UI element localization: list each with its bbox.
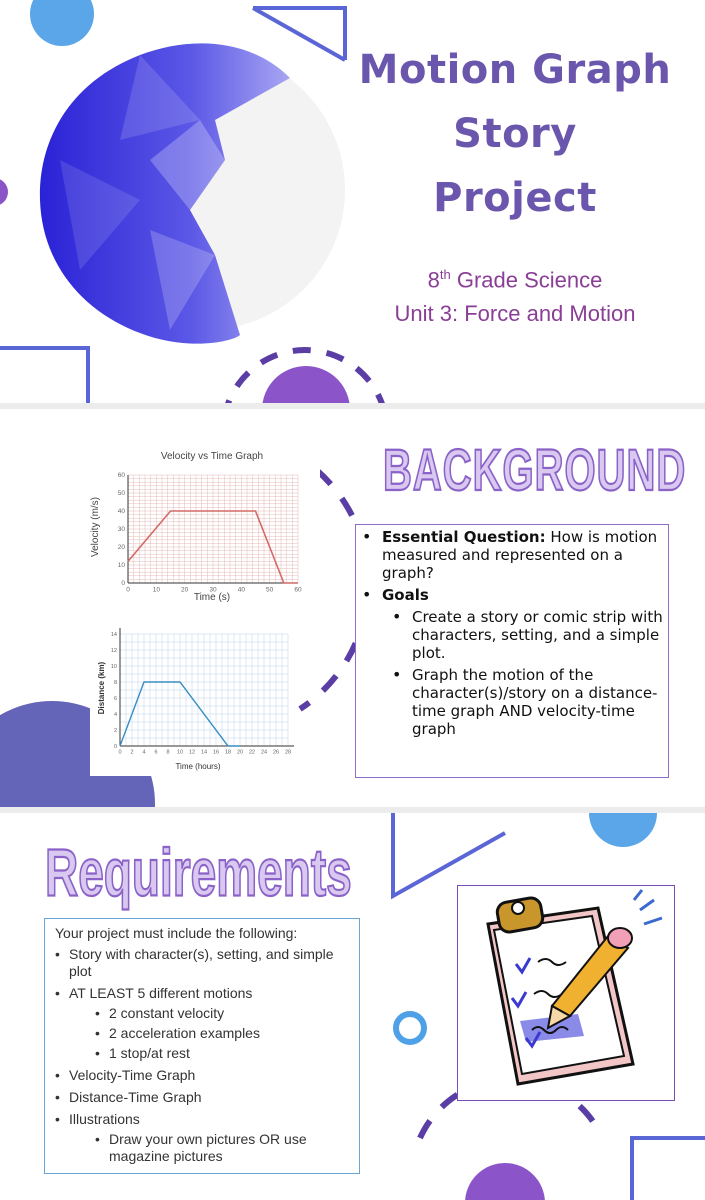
bottom-purple-circle xyxy=(262,366,350,403)
requirement-item: • Distance-Time Graph xyxy=(55,1089,349,1106)
y-tick-label: 60 xyxy=(117,472,125,480)
x-tick-label: 18 xyxy=(224,749,232,756)
grade-number: 8 xyxy=(427,267,440,293)
requirement-item xyxy=(55,985,349,1062)
background-content-box xyxy=(355,524,669,778)
y-tick-label: 0 xyxy=(121,580,125,588)
requirements-box xyxy=(44,918,360,1174)
x-tick-label: 10 xyxy=(152,586,160,594)
goals-label: Goals xyxy=(382,586,429,604)
x-tick-label: 30 xyxy=(209,586,217,594)
background-slide xyxy=(0,409,705,807)
requirements-intro: Your project must include the following: xyxy=(55,925,298,941)
goals-list xyxy=(386,608,668,738)
y-tick-label: 10 xyxy=(110,663,117,670)
requirements-list xyxy=(55,946,349,1165)
illustrations-list xyxy=(95,1131,349,1165)
bottom-purple-circle xyxy=(465,1163,545,1200)
x-tick-label: 26 xyxy=(272,749,280,756)
x-tick-label: 4 xyxy=(142,749,146,756)
y-axis-label: Distance (km) xyxy=(97,661,106,715)
bottom-right-square-outline xyxy=(632,1138,705,1200)
project-subtitle xyxy=(355,258,675,331)
x-tick-label: 22 xyxy=(248,749,256,756)
y-tick-label: 10 xyxy=(117,562,125,570)
x-tick-label: 40 xyxy=(237,586,245,594)
x-tick-label: 20 xyxy=(236,749,244,756)
goal-item: • Create a story or comic strip with characters, setting, and a simple plot. xyxy=(386,608,668,662)
y-tick-label: 4 xyxy=(113,711,117,718)
x-tick-label: 60 xyxy=(294,586,302,594)
x-tick-label: 28 xyxy=(284,749,292,756)
distance-time-chart xyxy=(90,616,298,776)
triangle-outline xyxy=(393,813,505,896)
goals-item xyxy=(356,586,668,738)
left-small-circle xyxy=(0,178,8,206)
x-tick-label: 24 xyxy=(260,749,268,756)
requirement-text: AT LEAST 5 different motions xyxy=(69,985,253,1001)
title-slide xyxy=(0,0,705,403)
x-axis-label: Time (s) xyxy=(193,592,231,603)
essential-question-text: How is motion measured and represented on a graph? xyxy=(382,528,658,582)
x-tick-label: 14 xyxy=(200,749,208,756)
grade-text: Grade Science xyxy=(450,267,603,293)
motion-item: • 1 stop/at rest xyxy=(95,1045,349,1062)
title-line-1: Motion Graph xyxy=(358,47,672,93)
y-tick-label: 6 xyxy=(113,695,117,702)
y-tick-label: 0 xyxy=(113,743,117,750)
title-line-3: Project xyxy=(433,175,597,221)
y-tick-label: 30 xyxy=(117,526,125,534)
velocity-time-chart xyxy=(84,443,320,609)
y-tick-label: 2 xyxy=(113,727,117,734)
background-heading: BACKGROUND xyxy=(383,439,687,503)
x-tick-label: 8 xyxy=(166,749,170,756)
y-axis-label: Velocity (m/s) xyxy=(90,496,101,558)
requirement-item xyxy=(55,1111,349,1165)
grade-line xyxy=(355,258,675,297)
requirement-item: • Velocity-Time Graph xyxy=(55,1067,349,1084)
top-triangle-edge xyxy=(253,8,345,60)
x-tick-label: 20 xyxy=(181,586,189,594)
motions-list xyxy=(95,1005,349,1062)
goal-item: • Graph the motion of the character(s)/story on a distance-time graph AND velocity-time graph xyxy=(386,666,668,738)
essential-question-item xyxy=(356,528,668,582)
y-tick-label: 20 xyxy=(117,544,125,552)
motion-item: • 2 acceleration examples xyxy=(95,1025,349,1042)
unit-line: Unit 3: Force and Motion xyxy=(394,301,636,327)
y-tick-label: 40 xyxy=(117,508,125,516)
clipboard-pencil-icon xyxy=(458,886,674,1100)
top-right-circle xyxy=(589,813,657,847)
requirements-heading: Requirements xyxy=(45,834,352,910)
motion-item: • 2 constant velocity xyxy=(95,1005,349,1022)
top-left-circle xyxy=(30,0,94,46)
x-tick-label: 12 xyxy=(188,749,196,756)
requirement-text: Illustrations xyxy=(69,1111,140,1127)
x-tick-label: 10 xyxy=(176,749,184,756)
project-title xyxy=(355,38,675,230)
bottom-left-square-outline xyxy=(0,348,88,403)
y-tick-label: 50 xyxy=(117,490,125,498)
x-axis-label: Time (hours) xyxy=(175,762,221,771)
grade-suffix: th xyxy=(439,267,451,282)
x-tick-label: 0 xyxy=(126,586,130,594)
requirement-item: • Story with character(s), setting, and simple plot xyxy=(55,946,349,980)
illustration-item: • Draw your own pictures OR use magazine pictures xyxy=(95,1131,349,1165)
clipboard-clipart-frame xyxy=(457,885,675,1101)
x-tick-label: 6 xyxy=(154,749,158,756)
y-tick-label: 14 xyxy=(110,631,117,638)
x-tick-label: 16 xyxy=(212,749,220,756)
essential-question-label: Essential Question: xyxy=(382,528,546,546)
x-tick-label: 0 xyxy=(118,749,122,756)
y-tick-label: 8 xyxy=(113,679,117,686)
requirements-slide xyxy=(0,813,705,1200)
x-tick-label: 50 xyxy=(266,586,274,594)
blue-ring xyxy=(396,1014,424,1042)
chart-title: Velocity vs Time Graph xyxy=(160,451,264,462)
y-tick-label: 12 xyxy=(110,647,117,654)
background-list xyxy=(356,528,668,738)
x-tick-label: 2 xyxy=(130,749,134,756)
title-line-2: Story xyxy=(453,111,577,157)
